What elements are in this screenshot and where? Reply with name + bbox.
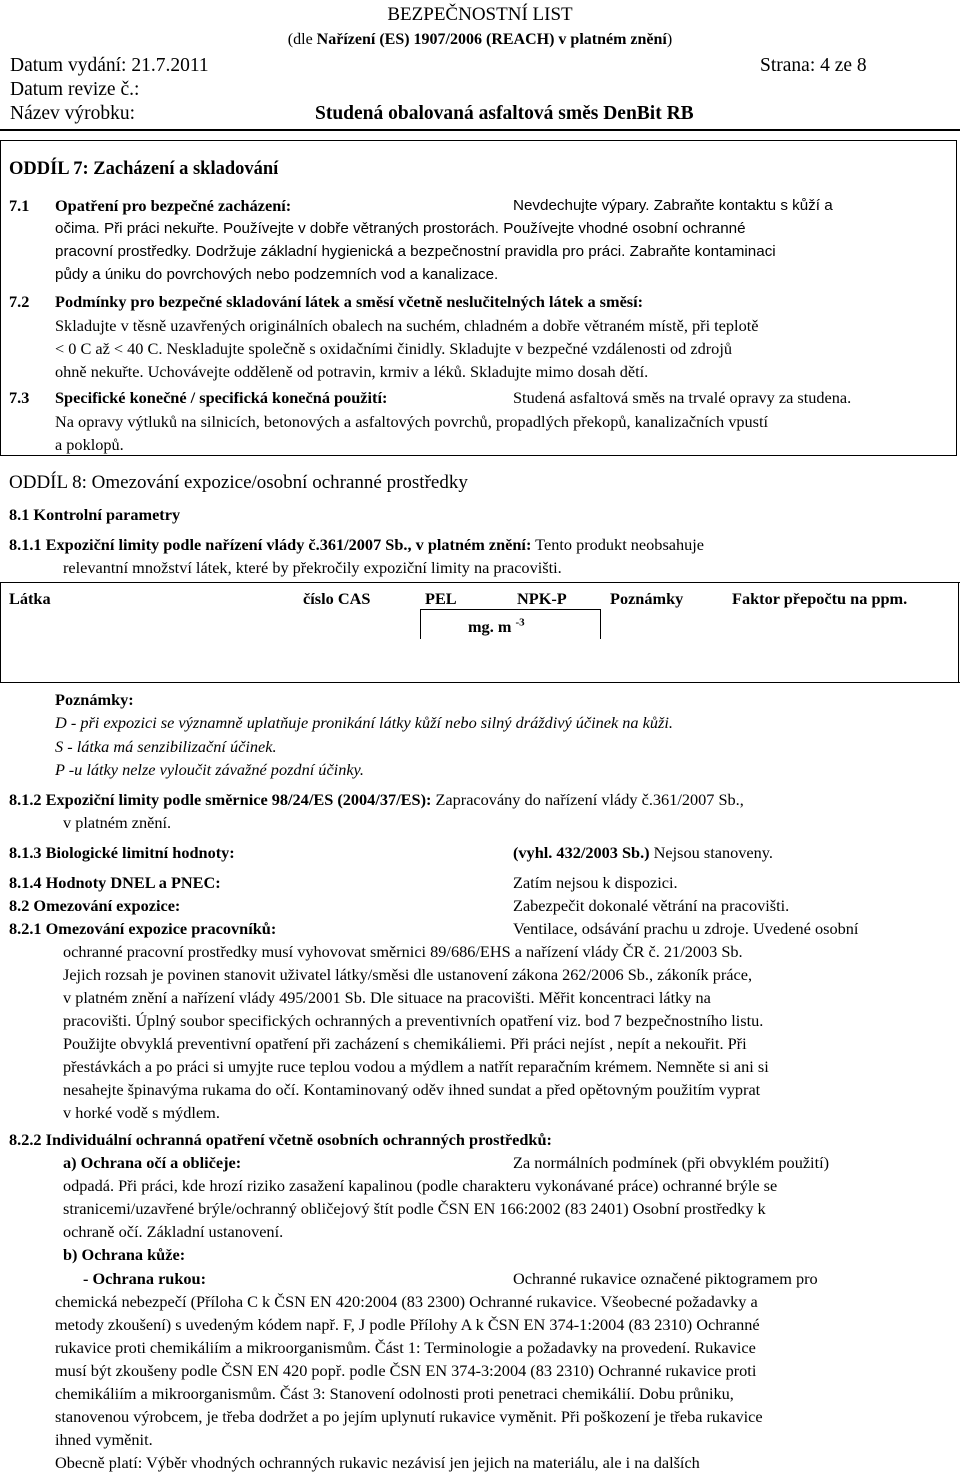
s822b-text-5: musí být zkoušeny podle ČSN EN 420 popř. podle ČSN EN 374-3:2004 (83 2310) Ochranné rukavice proti — [55, 1361, 757, 1380]
s822b-text-2: chemická nebezpečí (Příloha C k ČSN EN 420:2004 (83 2300) Ochranné rukavice. Všeobecné požadavky a — [55, 1292, 758, 1311]
table-header-npkp: NPK-P — [517, 589, 567, 608]
s73-text-1: Studená asfaltová směs na trvalé opravy za studena. — [513, 388, 852, 407]
table-left-border — [0, 582, 1, 682]
s812-line-2: v platném znění. — [63, 813, 172, 832]
document-title: BEZPEČNOSTNÍ LIST — [387, 4, 573, 25]
s81-heading: 8.1 Kontrolní parametry — [9, 505, 181, 524]
table-header-factor: Faktor přepočtu na ppm. — [732, 589, 908, 608]
s73-title: Specifické konečné / specifická konečná použití: — [55, 388, 388, 407]
subtitle-regulation: Nařízení (ES) 1907/2006 (REACH) v platném znění — [316, 31, 667, 48]
s812-title: 8.1.2 Expoziční limity podle směrnice 98/24/ES (2004/37/ES): — [9, 790, 432, 809]
s822-title: 8.2.2 Individuální ochranná opatření včetně osobních ochranných prostředků: — [9, 1130, 552, 1149]
page-number: Strana: 4 ze 8 — [760, 55, 867, 76]
s82-value: Zabezpečit dokonalé větrání na pracovišti. — [513, 896, 790, 915]
s72-title: Podmínky pro bezpečné skladování látek a směsí včetně neslučitelných látek a směsí: — [55, 292, 644, 311]
product-label: Název výrobku: — [10, 103, 136, 124]
s813-title: 8.1.3 Biologické limitní hodnoty: — [9, 843, 235, 862]
s822a-text-1: Za normálních podmínek (při obvyklém použití) — [513, 1153, 830, 1172]
s813-text: Nejsou stanoveny. — [649, 843, 773, 862]
s822b-hand-title: - Ochrana rukou: — [83, 1269, 207, 1288]
s73-number: 7.3 — [9, 388, 30, 407]
s821-text-8: nesahejte špinavýma rukama do očí. Kontaminovaný oděv ihned sundat a před opětovným použitím vyprat — [63, 1080, 761, 1099]
s822b-text-9: Obecně platí: Výběr vhodných ochranných rukavic nezávisí jen jejich na materiálu, ale i na dalších — [55, 1453, 700, 1472]
header-rule — [0, 129, 960, 131]
section-8-heading-text: ODDÍL 8: Omezování expozice/osobní ochranné prostředky — [9, 472, 468, 493]
s822b-text-7: stanovenou výrobcem, je třeba dodržet a po jejím uplynutí rukavice vyměnit. Při poškození je třeba rukavice — [55, 1407, 763, 1426]
s822b-text-4: rukavice proti chemikáliím a mikroorganismům. Část 1: Terminologie a požadavky na provedení. Rukavice — [55, 1338, 756, 1357]
s71-number: 7.1 — [9, 196, 30, 215]
note-p: P -u látky nelze vyloučit závažné pozdní účinky. — [55, 760, 364, 779]
table-unit — [468, 615, 525, 638]
table-subheader-left — [420, 609, 421, 639]
s73-text-3: a poklopů. — [55, 435, 124, 454]
table-right-border — [958, 582, 959, 682]
s71-text-2: očima. Při práci nekuřte. Používejte v dobře větraných prostorách. Používejte vhodné osobní ochranné — [55, 220, 746, 237]
document-subtitle — [0, 28, 960, 51]
s821-text-5: pracovišti. Úplný soubor specifických ochranných a preventivních opatření viz. bod 7 bezpečnostního listu. — [63, 1011, 764, 1030]
s814-value: Zatím nejsou k dispozici. — [513, 873, 678, 892]
s72-text-3: ohně nekuřte. Uchovávejte odděleně od potravin, krmiv a léků. Skladujte mimo dosah dětí. — [55, 362, 649, 381]
s821-title: 8.2.1 Omezování expozice pracovníků: — [9, 919, 277, 938]
notes-title: Poznámky: — [55, 690, 134, 709]
table-header-substance: Látka — [9, 589, 51, 608]
s813-decree: (vyhl. 432/2003 Sb.) — [513, 843, 650, 862]
table-header-cas: číslo CAS — [303, 589, 371, 608]
s822a-text-2: odpadá. Při práci, kde hrozí riziko zasažení kapalinou (podle charakteru vykonávané práce) ochranné brýle se — [63, 1176, 778, 1195]
s811-line-2: relevantní množství látek, které by překročily expoziční limity na pracovišti. — [63, 558, 562, 577]
table-header-notes: Poznámky — [610, 589, 684, 608]
table-bottom-rule — [0, 682, 960, 683]
s72-text-1: Skladujte v těsně uzavřených originálních obalech na suchém, chladném a dobře větraném místě, při teplotě — [55, 316, 759, 335]
table-header-pel: PEL — [425, 589, 457, 608]
issue-date: Datum vydání: 21.7.2011 — [10, 55, 209, 76]
table-top-rule — [0, 582, 960, 583]
s822b-text-8: ihned vyměnit. — [55, 1430, 153, 1449]
s821-text-3: Jejich rozsah je povinen stanovit uživatel látky/směsi dle ustanovení zákona 262/2006 Sb., zákoník práce, — [63, 965, 753, 984]
section-7-heading: ODDÍL 7: Zacházení a skladování — [9, 159, 279, 179]
s821-text-4: v platném znění a nařízení vlády 495/2001 Sb. Dle situace na pracovišti. Měřit koncentraci látky na — [63, 988, 711, 1007]
s822b-text-6: chemikáliím a mikroorganismům. Část 3: Stanovení odolnosti proti penetraci chemikálií. Dobu průniku, — [55, 1384, 734, 1403]
s71-text-4: půdy a úniku do povrchových nebo podzemních vod a kanalizace. — [55, 266, 499, 283]
s821-text-2: ochranné pracovní prostředky musí vyhovovat směrnici 89/686/EHS a nařízení vlády ČR č. 21/2003 Sb. — [63, 942, 743, 961]
table-subheader-right — [600, 609, 601, 639]
s812-line-1 — [9, 788, 744, 811]
s811-line-1 — [9, 533, 704, 556]
subtitle-suffix: ) — [666, 31, 673, 48]
s72-text-2: < 0 C až < 40 C. Neskladujte společně s oxidačními činidly. Skladujte v bezpečné vzdálenosti od zdrojů — [55, 339, 732, 358]
s814-title: 8.1.4 Hodnoty DNEL a PNEC: — [9, 873, 221, 892]
subtitle-prefix: (dle — [287, 31, 317, 48]
s821-text-9: v horké vodě s mýdlem. — [63, 1103, 220, 1122]
s71-title: Opatření pro bezpečné zacházení: — [55, 196, 292, 215]
s822b-text-1: Ochranné rukavice označené piktogramem pro — [513, 1269, 818, 1288]
s811-text: Tento produkt neobsahuje — [531, 535, 705, 554]
s813-value — [513, 841, 773, 864]
s822a-text-3: stranicemi/uzavřené brýle/ochranný obličejový štít podle ČSN EN 166:2002 (83 2401) Osobní prostředky k — [63, 1199, 766, 1218]
revision-date: Datum revize č.: — [10, 79, 140, 100]
s812-text: Zapracovány do nařízení vlády č.361/2007 Sb., — [431, 790, 744, 809]
s73-text-2: Na opravy výtluků na silnicích, betonových a asfaltových povrchů, propadlých překopů, kanalizačních vpustí — [55, 412, 769, 431]
s72-number: 7.2 — [9, 292, 30, 311]
note-s: S - látka má senzibilizační účinek. — [55, 737, 277, 756]
note-d: D - při expozici se významně uplatňuje pronikání látky kůží nebo silný dráždivý účinek na kůži. — [55, 713, 673, 732]
s822a-text-4: ochraně očí. Základní ustanovení. — [63, 1222, 284, 1241]
s71-text-1: Nevdechujte výpary. Zabraňte kontaktu s kůží a — [513, 197, 833, 214]
s82-title: 8.2 Omezování expozice: — [9, 896, 181, 915]
table-unit-text: mg. m — [468, 617, 512, 636]
s821-text-1: Ventilace, odsávání prachu u zdroje. Uvedené osobní — [513, 919, 859, 938]
s821-text-7: přestávkách a po práci si umyjte ruce teplou vodou a mýdlem a natřít reparačním krémem. Nemněte si ani si — [63, 1057, 769, 1076]
table-unit-exponent: -3 — [515, 616, 525, 629]
s822b-title: b) Ochrana kůže: — [63, 1245, 186, 1264]
s822a-title: a) Ochrana očí a obličeje: — [63, 1153, 242, 1172]
s71-text-3: pracovní prostředky. Dodržuje základní hygienická a bezpečnostní pravidla pro práci. Zabraňte kontaminaci — [55, 243, 776, 260]
s822b-text-3: metody zkoušení) s uvedeným kódem např. F, J podle Přílohy A k ČSN EN 374-1:2004 (83 2310) Ochranné — [55, 1315, 760, 1334]
s811-title: 8.1.1 Expoziční limity podle nařízení vlády č.361/2007 Sb., v platném znění: — [9, 535, 532, 554]
s821-text-6: Použijte obvyklá preventivní opatření při zacházení s chemikáliemi. Při práci nejíst , nepít a nekouřit. Při — [63, 1034, 747, 1053]
section-8-heading — [9, 471, 468, 494]
product-name: Studená obalovaná asfaltová směs DenBit RB — [315, 103, 694, 124]
